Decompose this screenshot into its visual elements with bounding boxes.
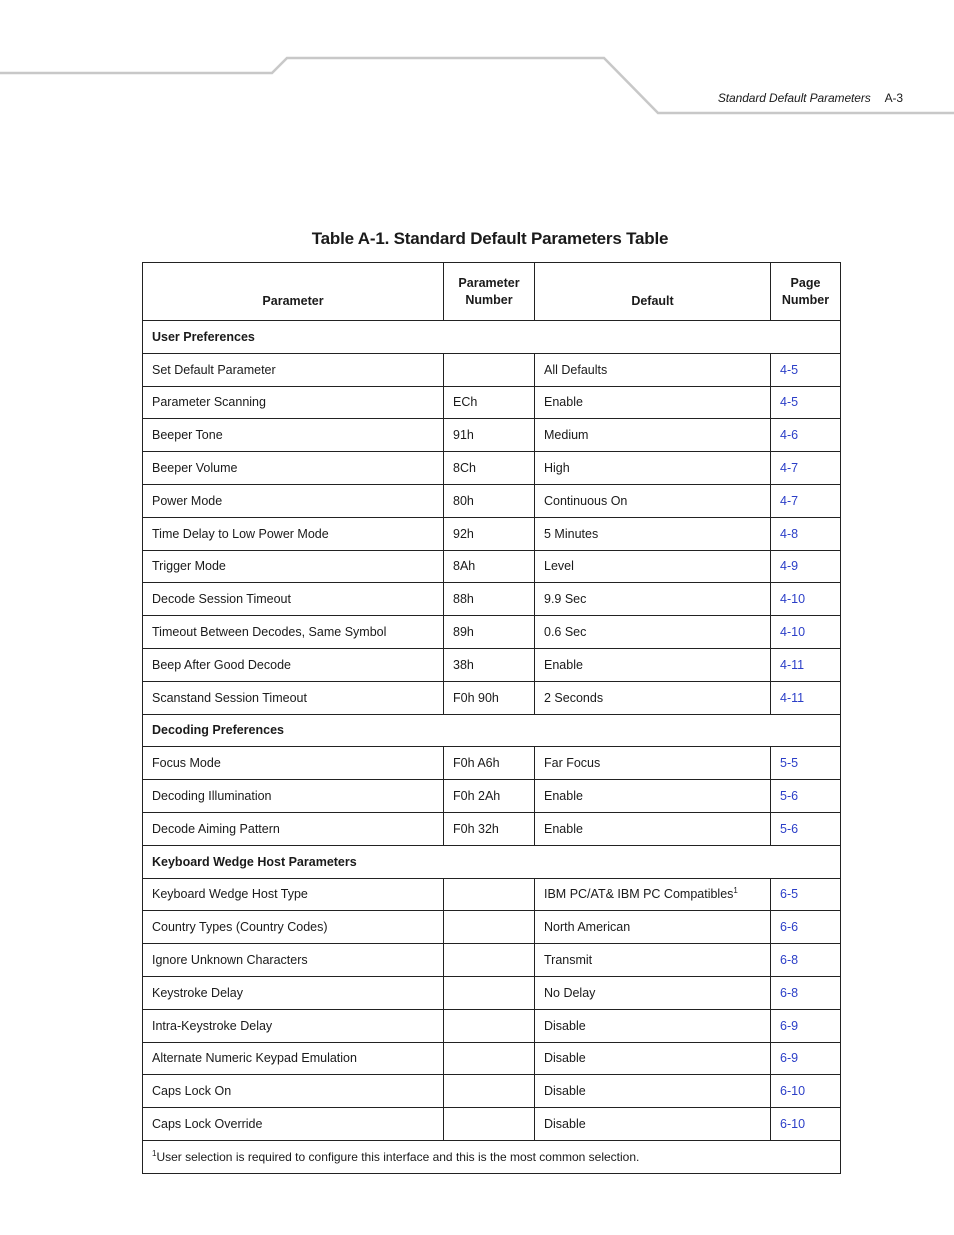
default-value: Disable [544,1084,586,1099]
header-decoration [0,0,954,130]
default-value: Medium [544,428,589,443]
default-value: 9.9 Sec [544,592,587,607]
parameter-cell: Timeout Between Decodes, Same Symbol [143,616,444,649]
parameter-cell: Set Default Parameter [143,353,444,386]
page-number-link[interactable]: 4-5 [771,386,841,419]
column-header-parameter-number: Parameter Number [444,263,535,321]
table-row [143,484,841,517]
default-value: 0.6 Sec [544,625,587,640]
column-header-page-number: Page Number [771,263,841,321]
page-number-link[interactable]: 6-6 [771,911,841,944]
parameter-cell: Caps Lock Override [143,1108,444,1141]
default-cell [535,681,771,714]
table-row [143,1075,841,1108]
default-cell [535,976,771,1009]
parameter-number-cell [444,911,535,944]
parameter-cell: Power Mode [143,484,444,517]
table-row [143,1042,841,1075]
page-number-link[interactable]: 4-5 [771,353,841,386]
default-cell [535,452,771,485]
running-header-page-number: A-3 [884,91,903,105]
parameter-number-cell: 8Ah [444,550,535,583]
parameter-number-cell [444,1042,535,1075]
default-value: Far Focus [544,756,601,771]
page-number-link[interactable]: 6-8 [771,944,841,977]
default-value: North American [544,920,631,935]
section-title: Keyboard Wedge Host Parameters [143,845,841,878]
parameter-number-cell: F0h A6h [444,747,535,780]
parameter-cell: Alternate Numeric Keypad Emulation [143,1042,444,1075]
default-value: No Delay [544,985,596,1000]
footnote-text: User selection is required to configure this interface and this is the most common selection. [156,1149,640,1164]
page-number-link[interactable]: 4-10 [771,583,841,616]
section-row [143,845,841,878]
default-cell [535,386,771,419]
parameter-number-cell: F0h 32h [444,812,535,845]
default-cell [535,1075,771,1108]
page-number-link[interactable]: 6-10 [771,1075,841,1108]
table-row [143,616,841,649]
page-number-link[interactable]: 4-8 [771,517,841,550]
table-row [143,353,841,386]
default-cell [535,353,771,386]
parameter-cell: Beep After Good Decode [143,648,444,681]
parameter-cell: Time Delay to Low Power Mode [143,517,444,550]
section-title: Decoding Preferences [143,714,841,747]
default-value: Level [544,559,574,574]
default-cell [535,747,771,780]
parameter-number-cell [444,1108,535,1141]
footnote-marker: 1 [152,1148,157,1158]
page-number-link[interactable]: 6-9 [771,1009,841,1042]
default-cell [535,648,771,681]
parameter-cell: Focus Mode [143,747,444,780]
parameter-number-cell: 8Ch [444,452,535,485]
page-number-link[interactable]: 6-10 [771,1108,841,1141]
footnote-row [143,1140,841,1173]
default-cell [535,812,771,845]
page-number-link[interactable]: 4-6 [771,419,841,452]
parameter-number-cell: 91h [444,419,535,452]
default-cell [535,780,771,813]
table-row [143,1108,841,1141]
table-row [143,911,841,944]
page-number-link[interactable]: 6-5 [771,878,841,911]
default-value: All Defaults [544,362,608,377]
parameter-cell: Beeper Tone [143,419,444,452]
parameter-number-cell: 38h [444,648,535,681]
parameter-cell: Caps Lock On [143,1075,444,1108]
default-value: Continuous On [544,493,628,508]
default-value: Enable [544,395,583,410]
default-cell [535,1042,771,1075]
page-number-link[interactable]: 4-11 [771,648,841,681]
page-number-link[interactable]: 4-7 [771,484,841,517]
default-cell [535,944,771,977]
parameter-number-cell [444,1075,535,1108]
default-value: 2 Seconds [544,690,604,705]
default-value: Disable [544,1018,586,1033]
default-cell [535,583,771,616]
default-value: Enable [544,657,583,672]
table-header-row [143,263,841,321]
parameter-cell: Decode Session Timeout [143,583,444,616]
parameter-cell: Keystroke Delay [143,976,444,1009]
default-cell [535,419,771,452]
parameter-cell: Keyboard Wedge Host Type [143,878,444,911]
section-row [143,714,841,747]
parameter-cell: Decoding Illumination [143,780,444,813]
table-row [143,419,841,452]
default-cell [535,878,771,911]
default-cell [535,517,771,550]
running-header-title: Standard Default Parameters [717,91,871,105]
default-value: 5 Minutes [544,526,599,541]
table-row [143,944,841,977]
default-cell [535,616,771,649]
footnote [143,1140,841,1173]
default-cell [535,550,771,583]
parameter-number-cell: 88h [444,583,535,616]
page-number-link[interactable]: 6-9 [771,1042,841,1075]
page-number-link[interactable]: 4-7 [771,452,841,485]
default-cell [535,484,771,517]
parameter-cell: Ignore Unknown Characters [143,944,444,977]
default-value: High [544,461,570,476]
table-row [143,1009,841,1042]
default-cell [535,1108,771,1141]
parameter-cell: Parameter Scanning [143,386,444,419]
page-number-link[interactable]: 6-8 [771,976,841,1009]
table-row [143,747,841,780]
table-row [143,517,841,550]
running-header [718,91,903,105]
parameter-cell: Scanstand Session Timeout [143,681,444,714]
parameter-number-cell [444,878,535,911]
page-number-link[interactable]: 5-6 [771,812,841,845]
parameter-number-cell [444,1009,535,1042]
page-number-link[interactable]: 4-11 [771,681,841,714]
page-number-link[interactable]: 4-9 [771,550,841,583]
table-body [143,321,841,1141]
section-title: User Preferences [143,321,841,354]
footnote-reference: 1 [733,886,738,896]
page-number-link[interactable]: 5-6 [771,780,841,813]
page-number-link[interactable]: 4-10 [771,616,841,649]
parameter-number-cell: F0h 2Ah [444,780,535,813]
parameter-cell: Intra-Keystroke Delay [143,1009,444,1042]
table-row [143,780,841,813]
parameter-number-cell: 89h [444,616,535,649]
parameter-cell: Trigger Mode [143,550,444,583]
parameter-number-cell: ECh [444,386,535,419]
parameter-cell: Beeper Volume [143,452,444,485]
table-row [143,976,841,1009]
page-number-link[interactable]: 5-5 [771,747,841,780]
parameter-number-cell: 80h [444,484,535,517]
table-row [143,452,841,485]
default-value: Disable [544,1117,586,1132]
table-row [143,878,841,911]
parameter-number-cell [444,353,535,386]
default-cell [535,911,771,944]
parameter-number-cell: 92h [444,517,535,550]
standard-default-parameters-table [142,262,841,1174]
table-row [143,583,841,616]
table-row [143,681,841,714]
default-value: Enable [544,821,583,836]
parameter-cell: Decode Aiming Pattern [143,812,444,845]
default-value: Enable [544,789,583,804]
table-row [143,386,841,419]
default-cell [535,1009,771,1042]
parameter-cell: Country Types (Country Codes) [143,911,444,944]
parameter-number-cell [444,944,535,977]
table-row [143,812,841,845]
default-value: Disable [544,1051,586,1066]
column-header-default: Default [535,263,771,321]
default-value: Transmit [544,953,593,968]
table-title: Table A-1. Standard Default Parameters Table [311,229,669,248]
parameter-number-cell: F0h 90h [444,681,535,714]
table-row [143,550,841,583]
table-row [143,648,841,681]
column-header-parameter: Parameter [143,263,444,321]
section-row [143,321,841,354]
parameter-number-cell [444,976,535,1009]
default-value: IBM PC/AT& IBM PC Compatibles [544,887,734,902]
